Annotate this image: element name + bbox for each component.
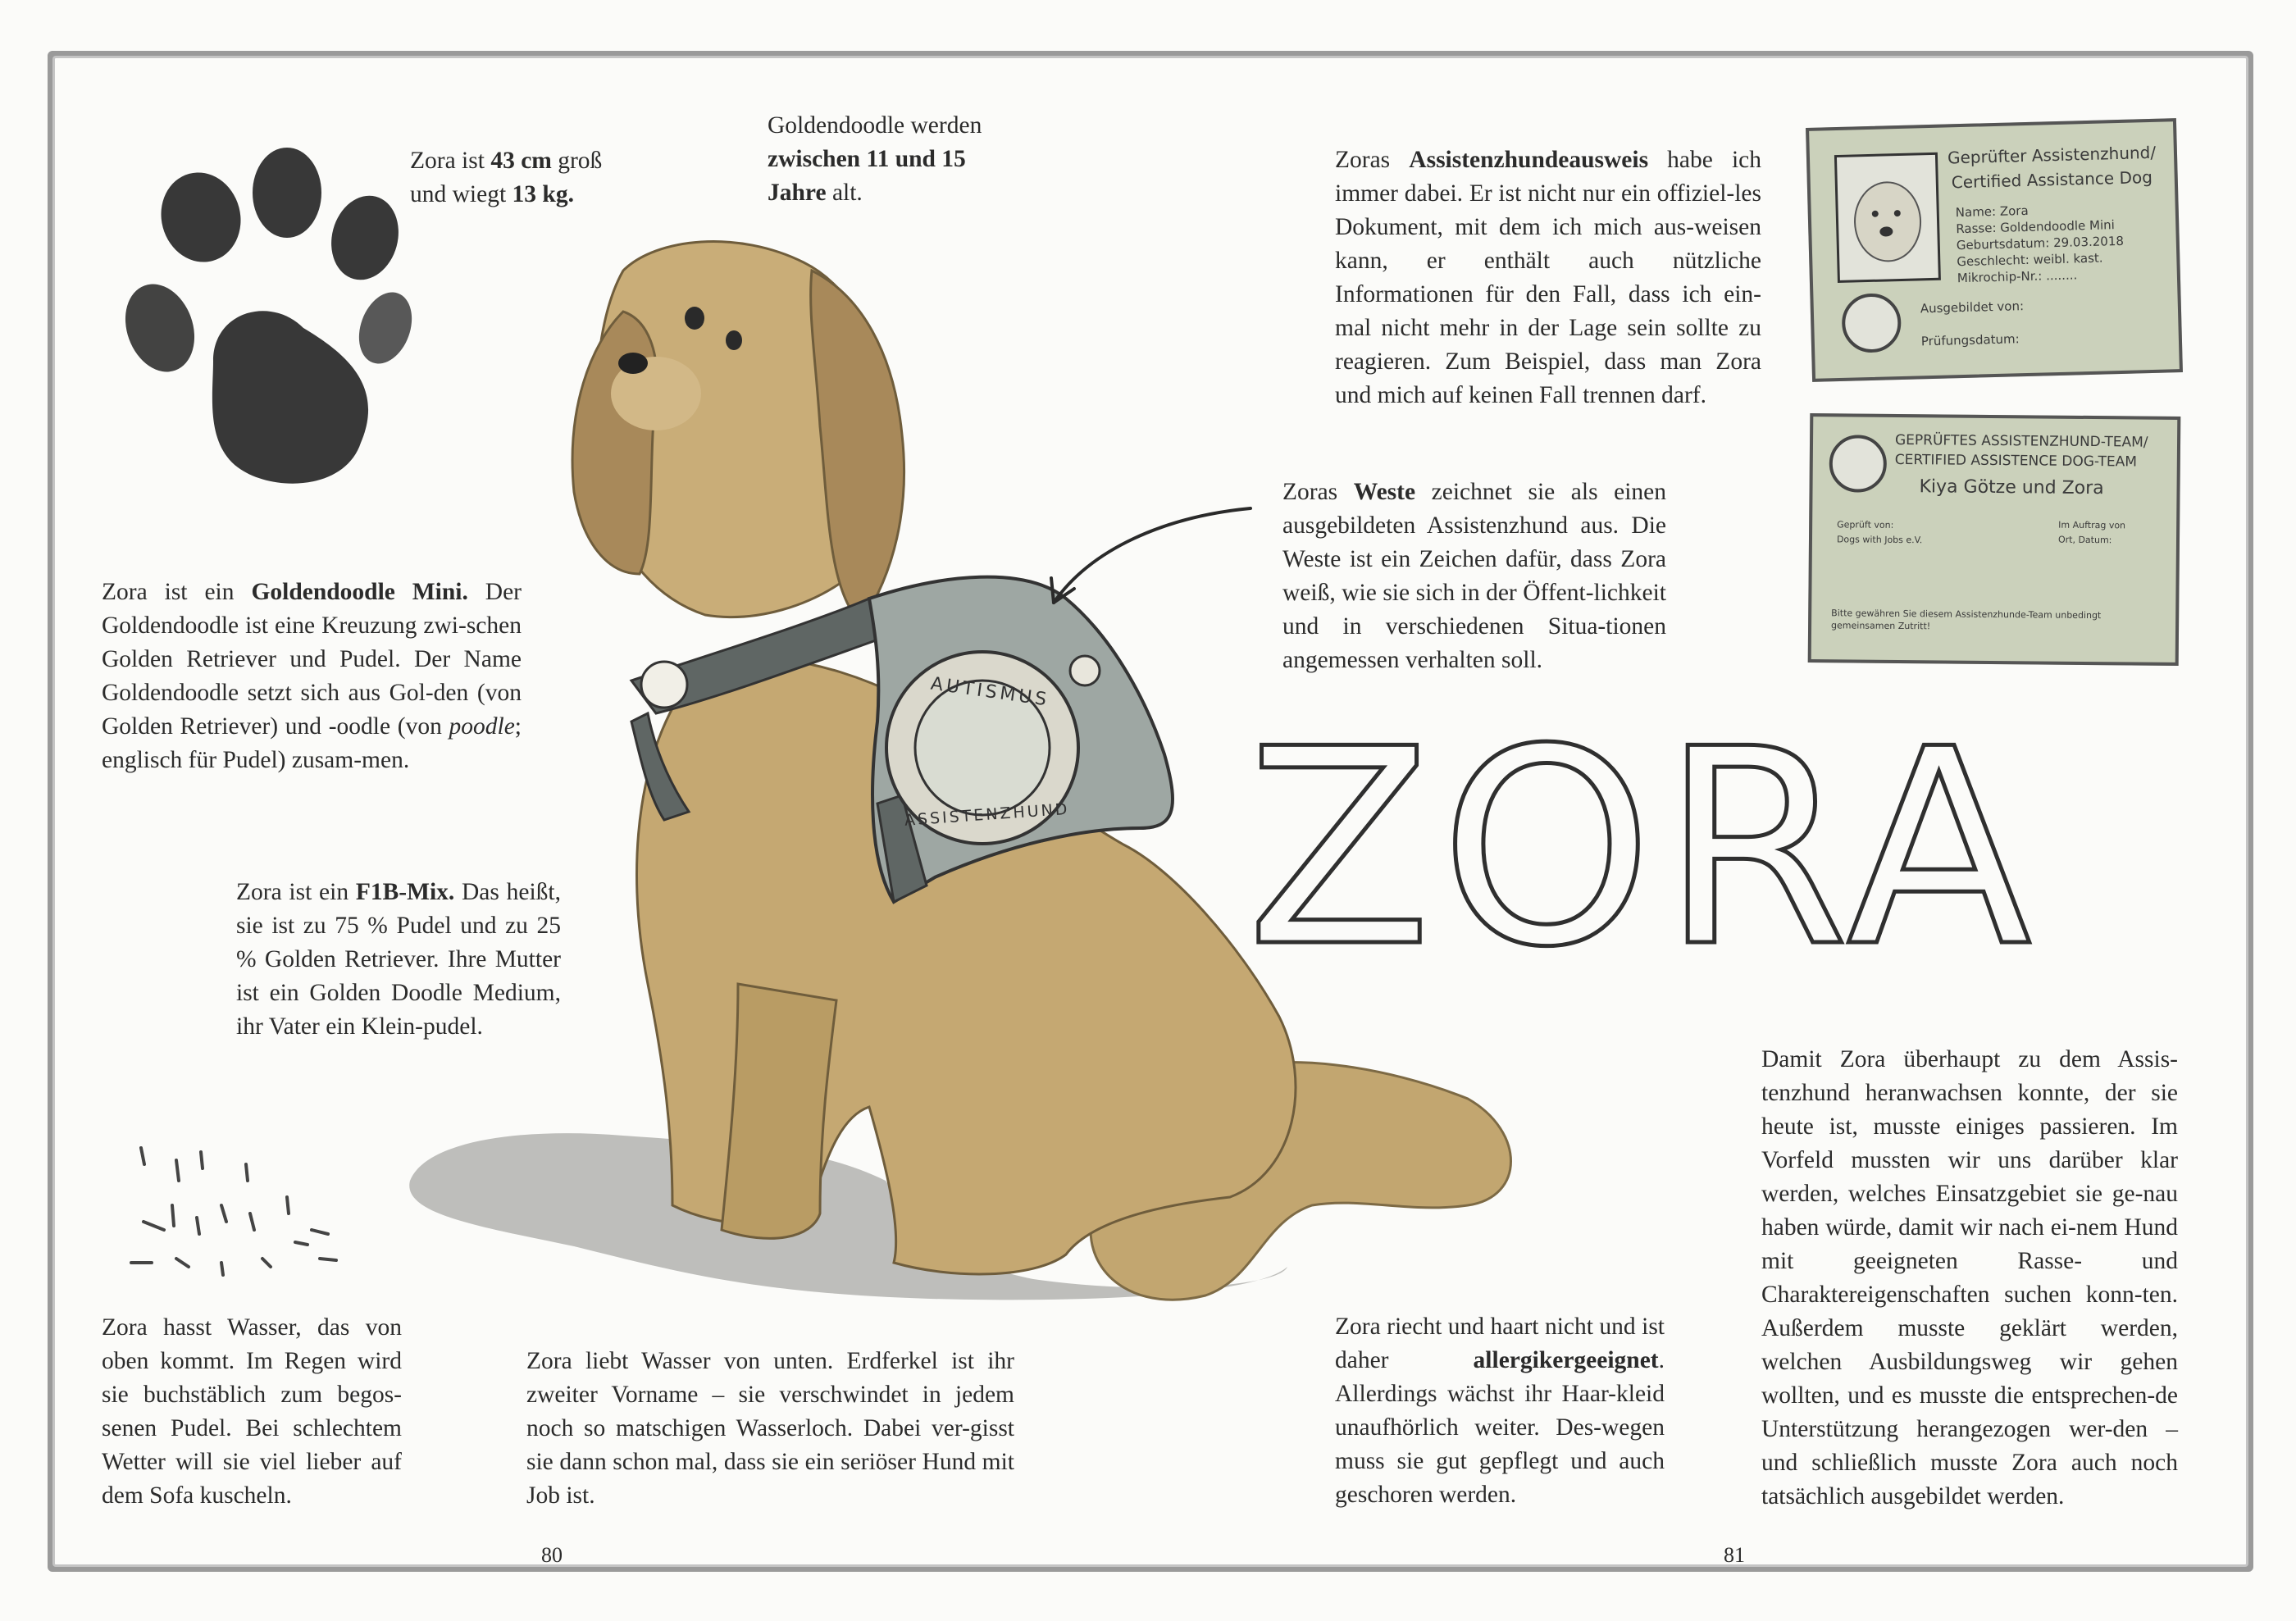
- card2-ort: Ort, Datum:: [2057, 534, 2112, 546]
- card1-geschlecht: Geschlecht: weibl. kast.: [1957, 250, 2103, 270]
- card2-names: Kiya Götze und Zora: [1919, 476, 2104, 499]
- card1-geb: Geburtsdatum: 29.03.2018: [1956, 233, 2125, 253]
- card1-ausgebildet: Ausgebildet von:: [1920, 298, 2025, 316]
- dog-photo: [1834, 153, 1941, 283]
- paragraph-puddle: Zora liebt Wasser von unten. Erdferkel ist ihr zweiter Vorname – sie verschwindet in jedem noch so matschigen Wasserloch. Dabei ver-gisst sie dann schon mal, dass sie ein seriöser Hund mit Job ist.: [526, 1348, 1014, 1509]
- rain-lines-icon: [131, 1148, 336, 1275]
- paw-print-icon: [114, 148, 421, 484]
- card2-foot: Bitte gewähren Sie diesem Assistenzhunde-Team unbedingt gemeinsamen Zutritt!: [1831, 608, 2102, 632]
- paragraph-vest: Zoras Weste zeichnet sie als einen ausgebildeten Assistenzhund aus. Die Weste ist ein Zeichen dafür, dass Zora weiß, wie sie sich in der Öffent-lichkeit und in verschiedenen Situa-tionen angemessen verhalten soll.: [1282, 479, 1666, 673]
- card-seal: [1841, 293, 1902, 353]
- page-number-right: 81: [1724, 1543, 1745, 1567]
- page-title: ZORA: [1246, 691, 2040, 1006]
- card1-rasse: Rasse: Goldendoodle Mini: [1956, 217, 2116, 237]
- page-number-left: 80: [541, 1543, 563, 1567]
- card1-name: Name: Zora: [1955, 203, 2029, 221]
- paragraph-size: Zora ist 43 cm groß und wiegt 13 kg.: [410, 148, 603, 207]
- vest-badge-bottom: ASSISTENZHUND: [904, 799, 1071, 830]
- paragraph-allergy: Zora riecht und haart nicht und ist daher allergikergeeignet. Allerdings wächst ihr Haar-kleid unaufhörlich weiter. Des-wegen muss sie gut gepflegt und auch geschoren werden.: [1335, 1314, 1665, 1508]
- card1-title-2: Certified Assistance Dog: [1951, 166, 2153, 193]
- card1-chip: Mikrochip-Nr.: ........: [1957, 267, 2078, 286]
- arrow-icon: [1051, 508, 1250, 603]
- card2-seal: [1829, 435, 1887, 493]
- paragraph-training: Damit Zora überhaupt zu dem Assis-tenzhund heranwachsen konnte, der sie heute ist, musste einiges passieren. Im Vorfeld mussten wir uns darüber klar werden, welches Einsatzgebiet sie ge-nau haben würde, damit wir nach ei-nem Hund mit geeigneten Rasse- und Charaktereigenschaften suchen konn-ten. Außerdem musste geklärt werden, welchen Ausbildungsweg wir gehen wollten, und es musste die entsprechen-de Unterstützung herangezogen wer-den – und schließlich musste Zora auch noch tatsächlich ausgebildet werden.: [1761, 1046, 2178, 1509]
- paragraph-breed: Zora ist ein Goldendoodle Mini. Der Goldendoodle ist eine Kreuzung zwi-schen Golden Retriever und Pudel. Der Name Goldendoodle setzt sich aus Gol-den (von Golden Retriever) und -oodle (von poodle; englisch für Pudel) zusam-men.: [102, 579, 522, 773]
- card2-title-1: GEPRÜFTES ASSISTENZHUND-TEAM/: [1894, 431, 2148, 451]
- card2-auftrag: Im Auftrag von: [2058, 519, 2126, 531]
- card1-pruefung: Prüfungsdatum:: [1920, 331, 2020, 349]
- paragraph-id: Zoras Assistenzhundeausweis habe ich immer dabei. Er ist nicht nur ein offiziel-les Dokument, mit dem ich mich aus-weisen kann, er enthält auch nützliche Informationen für den Fall, dass ich ein-mal nicht mehr in der Lage sein sollte zu reagieren. Zum Beispiel, dass man Zora und mich auf keinen Fall trennen darf.: [1335, 147, 1762, 408]
- card2-title-2: CERTIFIED ASSISTENCE DOG-TEAM: [1894, 451, 2138, 471]
- vest-badge-top: AUTISMUS: [929, 673, 1051, 711]
- card2-org: Dogs with Jobs e.V.: [1836, 534, 1923, 546]
- card2-geprueft: Geprüft von:: [1837, 519, 1894, 530]
- paragraph-rain: Zora hasst Wasser, das von oben kommt. Im Regen wird sie buchstäblich zum begos-senen Pudel. Bei schlechtem Wetter will sie viel lieber auf dem Sofa kuscheln.: [102, 1314, 402, 1509]
- assistance-team-card: [1808, 413, 2181, 666]
- paragraph-mix: Zora ist ein F1B-Mix. Das heißt, sie ist zu 75 % Pudel und zu 25 % Golden Retriever. Ihre Mutter ist ein Golden Doodle Medium, ihr Vater ein Klein-pudel.: [236, 879, 561, 1040]
- card1-title-1: Geprüfter Assistenzhund/: [1947, 142, 2157, 168]
- assistance-dog-id-card: [1806, 118, 2183, 382]
- paragraph-age: Goldendoodle werden zwischen 11 und 15 Jahre alt.: [768, 112, 982, 206]
